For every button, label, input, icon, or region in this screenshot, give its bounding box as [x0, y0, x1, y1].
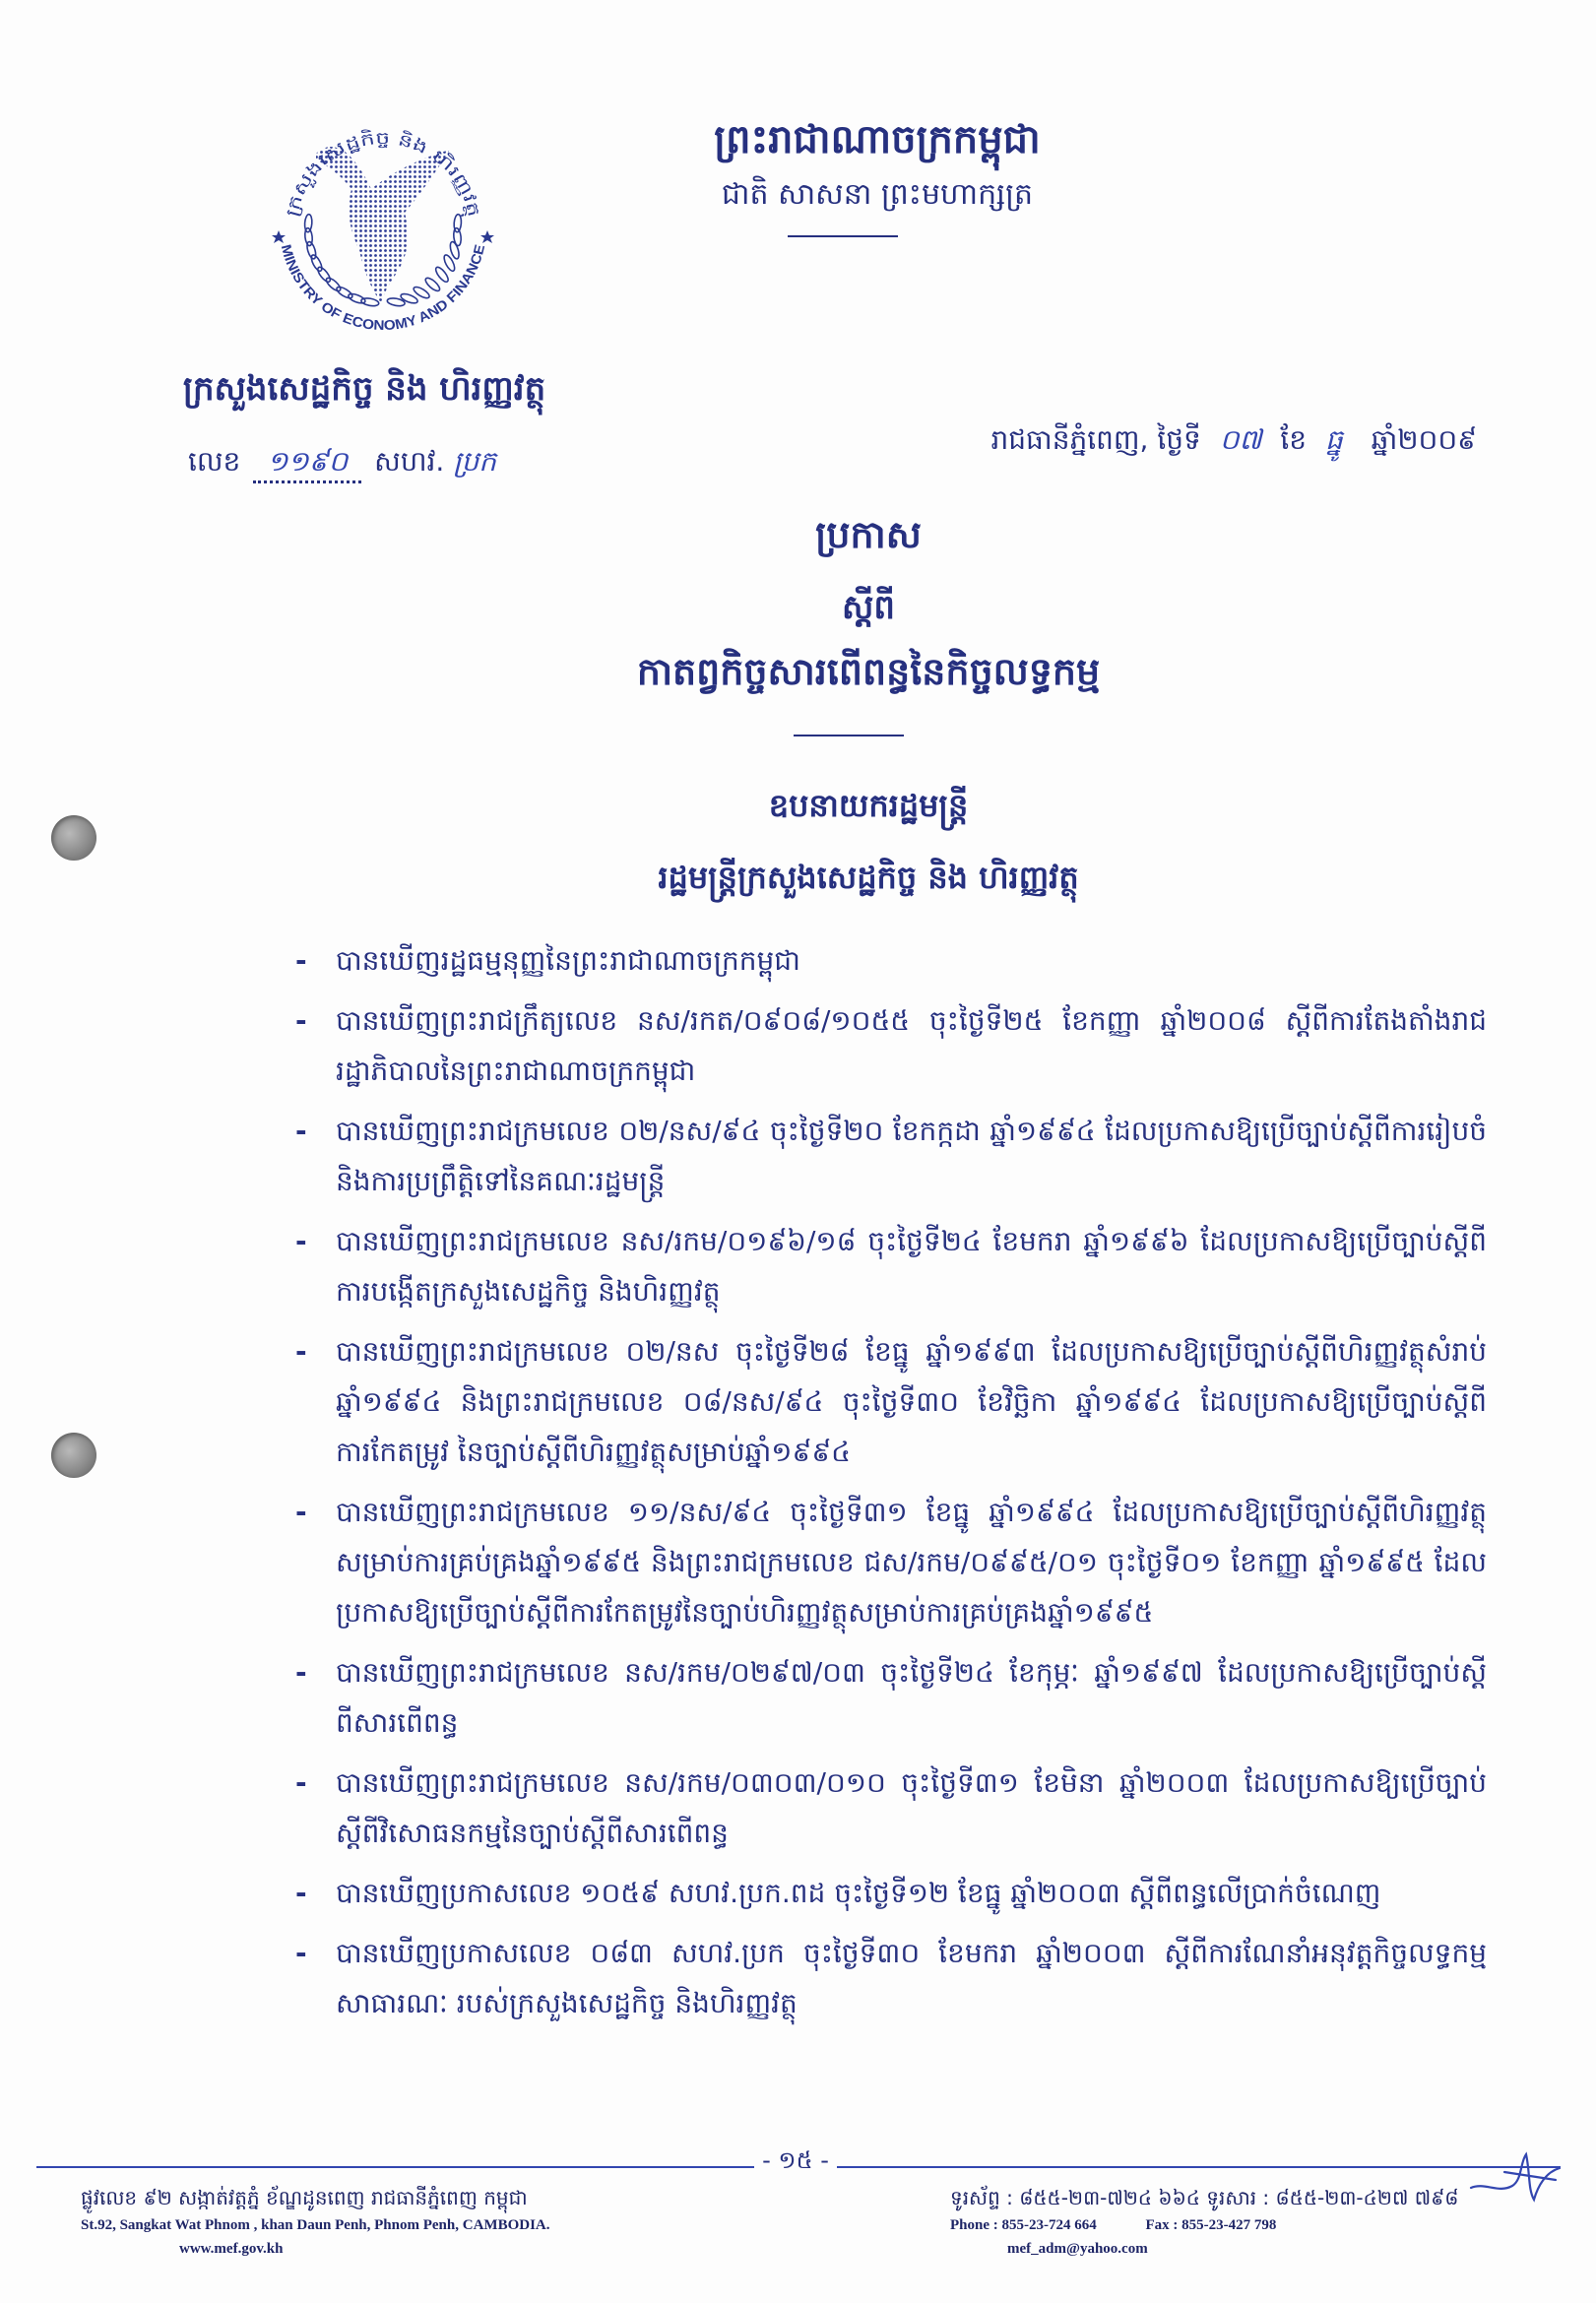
reference-number-line — [188, 437, 496, 486]
list-item — [295, 935, 1487, 986]
reference-text: បានឃើញព្រះរាជក្រមលេខ នស/រកម/០២៩៧/០៣ ចុះថ្ងៃទី២៤ ខែកុម្ភៈ ឆ្នាំ១៩៩៧ ដែលប្រកាសឱ្យប្រើច្បាប់ស្តីពីសារពើពន្ធ — [336, 1656, 1487, 1739]
reference-text: បានឃើញប្រកាសលេខ ០៨៣ សហវ.ប្រក ចុះថ្ងៃទី៣០ ខែមករា ឆ្នាំ២០០៣ ស្តីពីការណែនាំអនុវត្តកិច្ចលទ្ធកម្មសាធារណៈ របស់ក្រសួងសេដ្ឋកិច្ច និងហិរញ្ញវត្ថុ — [336, 1937, 1487, 2019]
footer-phone-fax-english — [950, 2213, 1570, 2237]
logo-ring-khmer: ក្រសួងសេដ្ឋកិច្ច និង ហិរញ្ញវត្ថុ — [282, 128, 483, 220]
laurel-leaf — [400, 292, 418, 305]
ministry-logo — [265, 110, 501, 352]
date-year: ឆ្នាំ២០០៩ — [1371, 423, 1477, 456]
logo-star-left-icon — [272, 230, 286, 243]
date-day: ០៧ — [1219, 423, 1262, 456]
document-subject: កាតព្វកិច្ចសារពើពន្ធនៃកិច្ចលទ្ធកម្ម — [636, 650, 1101, 693]
footer-address-khmer: ផ្លូវលេខ ៩២ សង្កាត់វត្តភ្នំ ខ័ណ្ឌដូនពេញ រាជធានីភ្នំពេញ កម្ពុជា — [81, 2186, 528, 2209]
bullet-dash: - — [295, 1115, 307, 1147]
footer-website: www.mef.gov.kh — [179, 2241, 284, 2257]
bird-emblem-icon — [316, 147, 450, 303]
reference-text: បានឃើញរដ្ឋធម្មនុញ្ញនៃព្រះរាជាណាចក្រកម្ពុជា — [336, 944, 800, 977]
footer-email: mef_adm@yahoo.com — [1007, 2241, 1148, 2257]
bullet-dash: - — [295, 944, 307, 977]
footer-phone: Phone : 855-23-724 664 — [950, 2217, 1097, 2233]
laurel-leaf — [316, 265, 333, 284]
reference-number: ១១៩០ — [253, 443, 361, 483]
list-item — [295, 995, 1487, 1096]
header-divider — [788, 235, 898, 237]
bullet-dash: - — [295, 1937, 307, 1969]
bullet-dash: - — [295, 1496, 307, 1528]
national-motto: ជាតិ សាសនា ព្រះមហាក្សត្រ — [721, 177, 1034, 212]
bullet-dash: - — [295, 1004, 307, 1037]
laurel-leaf — [454, 214, 462, 231]
reference-suffix: ប្រក — [453, 445, 497, 478]
footer-phone-khmer: ទូរស័ព្ទ : ៨៥៥-២៣-៧២៤ ៦៦៤ ទូរសារ : ៨៥៥-២៣-៤២៧ ៧៩៨ — [950, 2186, 1459, 2209]
kingdom-title: ព្រះរាជាណាចក្រកម្ពុជា — [714, 117, 1041, 162]
footer-address-block — [81, 2182, 790, 2261]
laurel-leaf — [335, 285, 353, 299]
bullet-dash: - — [295, 1225, 307, 1257]
laurel-leaf — [304, 214, 312, 231]
document-type: ប្រកាស — [815, 513, 922, 556]
signatory-title-1: ឧបនាយករដ្ឋមន្ត្រី — [768, 787, 969, 824]
page-number — [697, 2141, 894, 2180]
reference-prefix: លេខ — [188, 445, 241, 478]
date-line — [990, 416, 1487, 465]
reference-text: បានឃើញព្រះរាជក្រមលេខ ១១/នស/៩៤ ចុះថ្ងៃទី៣១ ខែធ្នូ ឆ្នាំ១៩៩៤ ដែលប្រកាសឱ្យប្រើច្បាប់ស្តីពីហិរញ្ញវត្ថុសម្រាប់ការគ្រប់គ្រងឆ្នាំ១៩៩៥ និងព្រះរាជក្រមលេខ ជស/រកម/០៩៩៥/០១ ចុះថ្ងៃទី០១ ខែកញ្ញា ឆ្នាំ១៩៩៥ ដែលប្រកាសឱ្យប្រើច្បាប់ស្តីពីការកែតម្រូវនៃច្បាប់ហិរញ្ញវត្ថុសម្រាប់ការគ្រប់គ្រងឆ្នាំ១៩៩៥ — [336, 1496, 1487, 1629]
hole-punch-lower — [51, 1433, 96, 1478]
reference-text: បានឃើញព្រះរាជក្រឹត្យលេខ នស/រកត/០៩០៨/១០៥៥ ចុះថ្ងៃទី២៥ ខែកញ្ញា ឆ្នាំ២០០៨ ស្តីពីការតែងតាំងរាជរដ្ឋាភិបាលនៃព្រះរាជាណាចក្រកម្ពុជា — [336, 1004, 1487, 1087]
reference-text: បានឃើញព្រះរាជក្រមលេខ ០២/នស/៩៤ ចុះថ្ងៃទី២០ ខែកក្កដា ឆ្នាំ១៩៩៤ ដែលប្រកាសឱ្យប្រើច្បាប់ស្តីពីការរៀបចំ និងការប្រព្រឹត្តិទៅនៃគណៈរដ្ឋមន្ត្រី — [336, 1115, 1487, 1197]
reference-text: បានឃើញព្រះរាជក្រមលេខ នស/រកម/០១៩៦/១៨ ចុះថ្ងៃទី២៤ ខែមករា ឆ្នាំ១៩៩៦ ដែលប្រកាសឱ្យប្រើច្បាប់ស្តីពីការបង្កើតក្រសួងសេដ្ឋកិច្ច និងហិរញ្ញវត្ថុ — [336, 1225, 1487, 1308]
laurel-leaf — [324, 276, 342, 292]
list-item — [295, 1216, 1487, 1316]
hole-punch-upper — [51, 815, 96, 861]
footer-contact-block — [950, 2182, 1570, 2261]
reference-text: បានឃើញព្រះរាជក្រមលេខ នស/រកម/០៣០៣/០១០ ចុះថ្ងៃទី៣១ ខែមិនា ឆ្នាំ២០០៣ ដែលប្រកាសឱ្យប្រើច្បាប់ស្តីពីវិសោធនកម្មនៃច្បាប់ស្តីពីសារពើពន្ធ — [336, 1766, 1487, 1849]
list-item — [295, 1868, 1487, 1918]
footer-fax: Fax : 855-23-427 798 — [1145, 2217, 1277, 2233]
date-month: ធ្នូ — [1324, 423, 1343, 456]
logo-star-right-icon — [480, 230, 494, 243]
date-month-label: ខែ — [1280, 423, 1308, 456]
reference-text: បានឃើញព្រះរាជក្រមលេខ ០២/នស ចុះថ្ងៃទី២៨ ខែធ្នូ ឆ្នាំ១៩៩៣ ដែលប្រកាសឱ្យប្រើច្បាប់ស្តីពីហិរញ្ញវត្ថុសំរាប់ឆ្នាំ១៩៩៤ និងព្រះរាជក្រមលេខ ០៨/នស/៩៤ ចុះថ្ងៃទី៣០ ខែវិច្ឆិកា ឆ្នាំ១៩៩៤ ដែលប្រកាសឱ្យប្រើច្បាប់ស្តីពីការកែតម្រូវ នៃច្បាប់ស្តីពីហិរញ្ញវត្ថុសម្រាប់ឆ្នាំ១៩៩៤ — [336, 1335, 1487, 1468]
reference-text: បានឃើញប្រកាសលេខ ១០៥៩ សហវ.ប្រក.ពដ ចុះថ្ងៃទី១២ ខែធ្នូ ឆ្នាំ២០០៣ ស្តីពីពន្ធលើប្រាក់ចំណេញ — [336, 1877, 1381, 1909]
page-number-text: - ១៥ - — [754, 2146, 837, 2174]
legal-references-list — [295, 935, 1487, 2038]
list-item — [295, 1106, 1487, 1206]
list-item — [295, 1326, 1487, 1477]
date-place: រាជធានីភ្នំពេញ, ថ្ងៃទី — [990, 423, 1201, 456]
ministry-name: ក្រសួងសេដ្ឋកិច្ច និង ហិរញ្ញវត្ថុ — [182, 369, 546, 409]
laurel-leaf — [423, 276, 441, 292]
list-item — [295, 1928, 1487, 2028]
bullet-dash: - — [295, 1766, 307, 1799]
signatory-title-2: រដ្ឋមន្ត្រីក្រសួងសេដ្ឋកិច្ច និង ហិរញ្ញវត្ថុ — [658, 859, 1079, 896]
logo-ring-english: MINISTRY OF ECONOMY AND FINANCE — [278, 242, 487, 334]
reference-code: សហវ. — [374, 445, 445, 478]
bullet-dash: - — [295, 1335, 307, 1368]
list-item — [295, 1487, 1487, 1637]
bullet-dash: - — [295, 1877, 307, 1909]
title-divider — [794, 735, 904, 736]
laurel-leaf — [309, 253, 324, 272]
footer-address-english: St.92, Sangkat Wat Phnom , khan Daun Penh, Phnom Penh, CAMBODIA. — [81, 2217, 550, 2233]
list-item — [295, 1758, 1487, 1858]
list-item — [295, 1647, 1487, 1748]
document-about: ស្តីពី — [842, 588, 895, 627]
bullet-dash: - — [295, 1656, 307, 1689]
